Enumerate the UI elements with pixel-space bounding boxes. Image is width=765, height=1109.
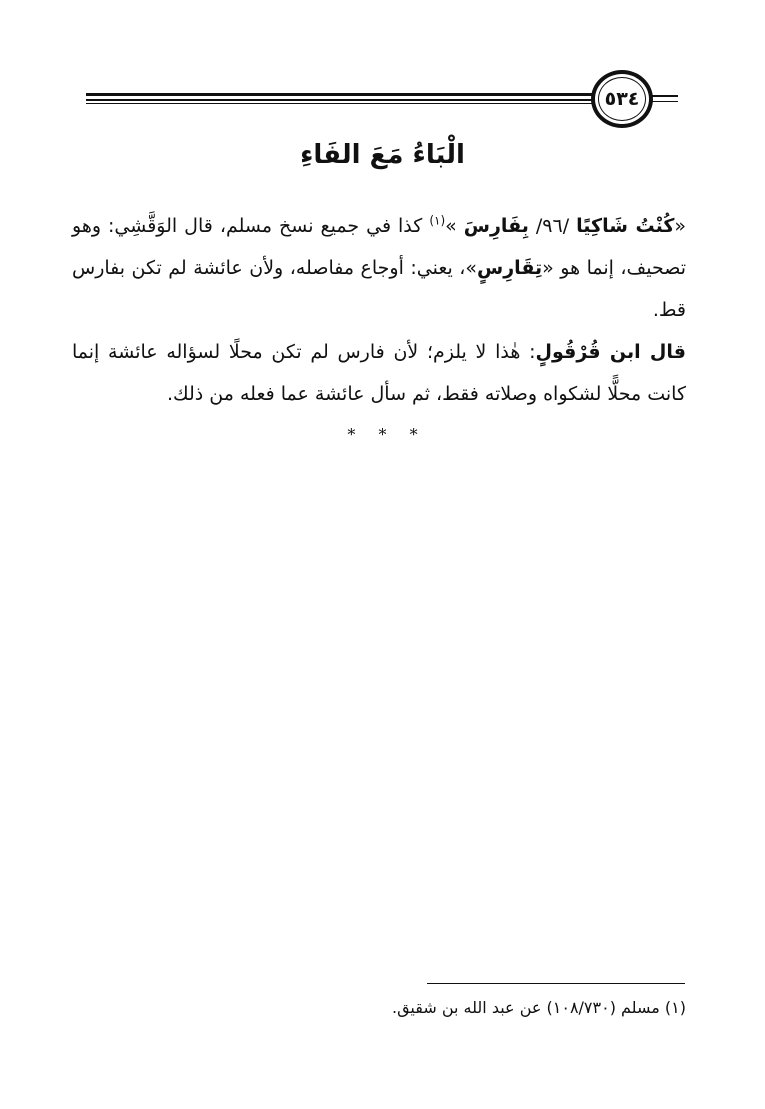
cited-name: الوَقَّشِي: [114, 215, 178, 237]
headword-place: بِفَارِسَ: [463, 215, 529, 237]
reference-number: /٩٦/: [528, 215, 577, 237]
header-rule: [86, 99, 596, 101]
chapter-title: الْبَاءُ مَعَ الفَاءِ: [300, 140, 465, 170]
header-rule: [86, 103, 596, 104]
commentary-text: : هٰذا لا يلزم؛ لأن فارس لم تكن محلًا لسؤاله عائشة إنما كانت محلًّا لشكواه وصلاته فقط، ثم سأل عائشة عما فعله من ذلك.: [72, 341, 686, 405]
section-separator: * * *: [347, 425, 418, 444]
close-quote: »: [445, 215, 464, 237]
main-text: [72, 205, 686, 415]
paragraph-commentary: [72, 331, 686, 415]
footnote-rule: [427, 983, 685, 984]
entry-text: كذا في جميع نسخ مسلم، قال: [177, 215, 430, 237]
paragraph-entry: [72, 205, 686, 331]
entry-text: »، يعني: أوجاع مفاصله، ولأن عائشة لم تكن بفارس قط.: [72, 257, 686, 321]
header-rule-tail: [650, 95, 678, 97]
header-rule-tail: [650, 101, 678, 102]
header-rule: [86, 93, 596, 96]
speaker-name: قال ابن قُرْقُولٍ: [535, 341, 686, 363]
correct-word: تِقَارِسٍ: [477, 257, 543, 279]
page-number-badge: [591, 70, 653, 128]
open-quote: «: [674, 215, 686, 237]
footnote-ref: (١): [429, 213, 446, 228]
headword: كُنْتُ شَاكِيًا: [576, 215, 675, 237]
page-number: ٥٣٤: [604, 88, 640, 110]
footnote: (١) مسلم (١٠٨/٧٣٠) عن عبد الله بن شقيق.: [391, 998, 686, 1017]
entry-text: : وهو تصحيف، إنما هو «: [72, 215, 686, 279]
